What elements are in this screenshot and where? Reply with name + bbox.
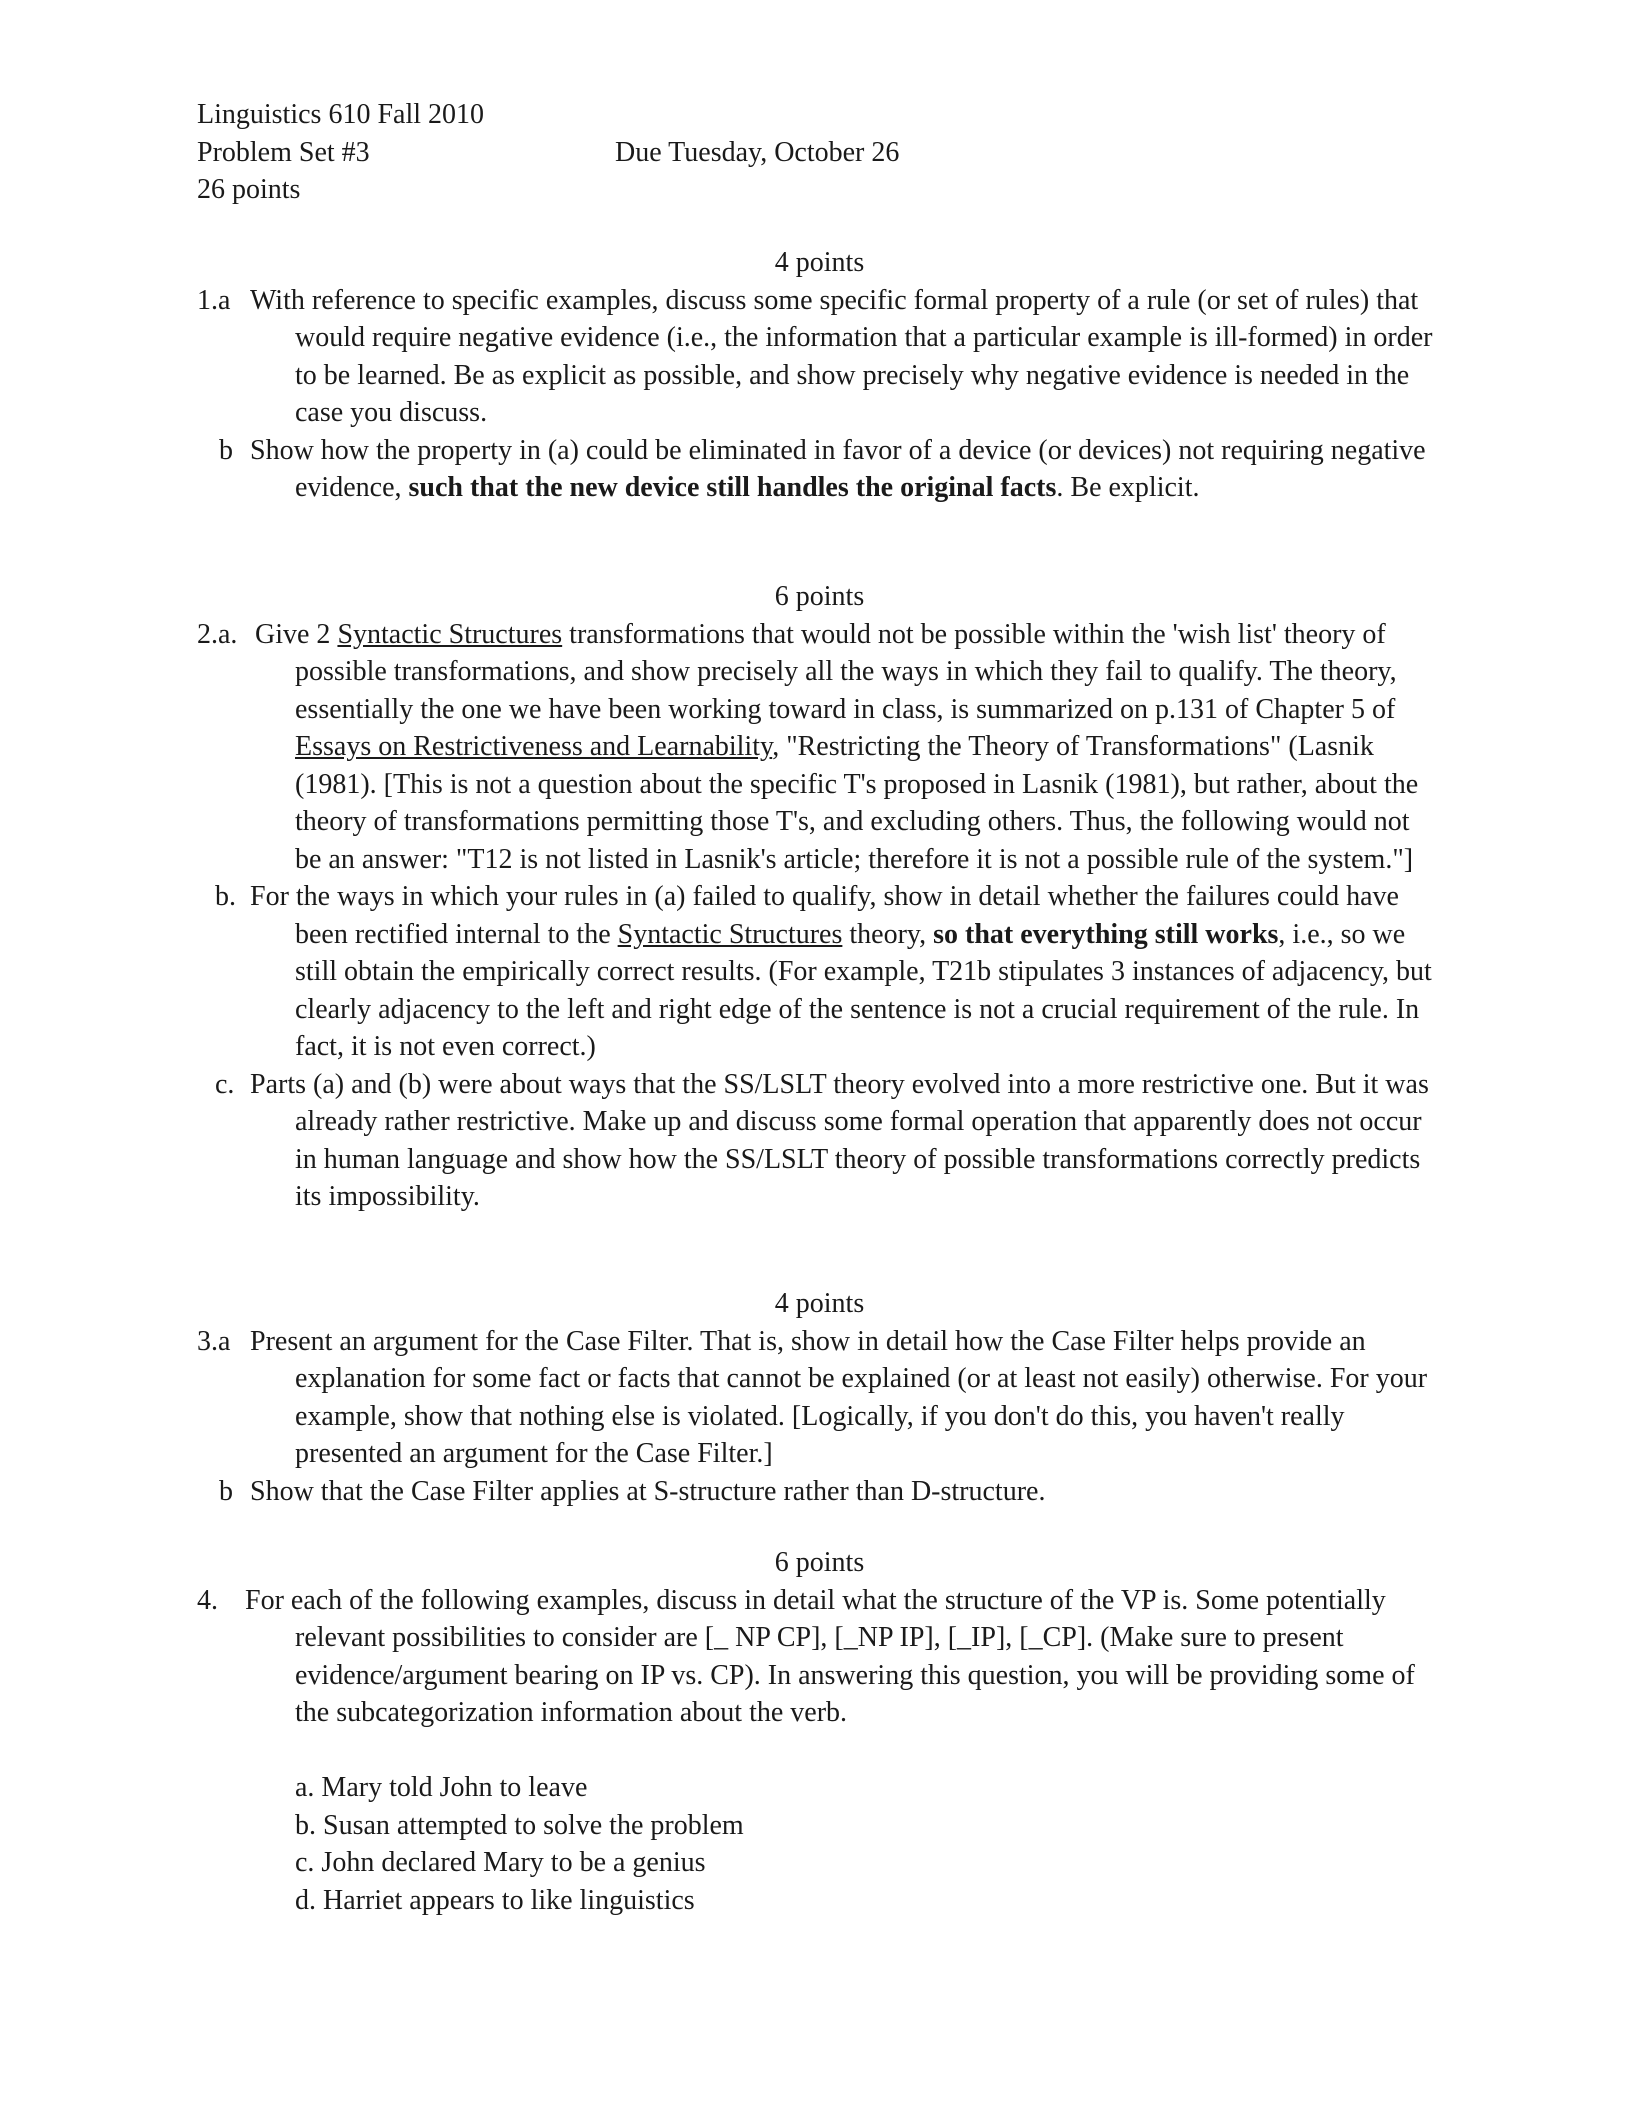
- question-4-text: For each of the following examples, discuss in detail what the structure of the VP is. Some potentially relevant possibilities to consider are [_ NP CP], [_NP IP], [_IP], [_CP]. (Make sure to present evidence/argument bearing on IP vs. CP). In answering this question, you will be providing some of the subcategorization information about the verb.: [245, 1584, 1415, 1728]
- example-sentence: c. John declared Mary to be a genius: [295, 1847, 706, 1878]
- course-title: Linguistics 610 Fall 2010: [197, 99, 484, 130]
- question-3a: [197, 1323, 1442, 1473]
- book-title-essays: Essays on Restrictiveness and Learnability: [295, 731, 773, 762]
- question-1a: [197, 282, 1442, 432]
- question-2b-text-part: theory,: [842, 918, 934, 950]
- question-2a: [197, 616, 1442, 879]
- question-1: [197, 244, 1442, 507]
- question-1b-label: b: [219, 434, 233, 466]
- question-2a-text-part: transformations that would not be possible within the 'wish list' theory of possible transformations, and show precisely all the ways in which they fail to qualify. The theory, essentially the one we have been working toward in class, is summarized on p.131 of Chapter 5 of: [295, 618, 1397, 725]
- question-2-points: 6 points: [774, 581, 865, 612]
- total-points: 26 points: [197, 174, 301, 205]
- example-sentence: b. Susan attempted to solve the problem: [295, 1809, 744, 1841]
- question-1b: [197, 432, 1442, 507]
- question-1a-text: With reference to specific examples, discuss some specific formal property of a rule (or set of rules) that would require negative evidence (i.e., the information that a particular example is ill-formed) in order to be learned. Be as explicit as possible, and show precisely why negative evidence is needed in the case you discuss.: [250, 284, 1433, 428]
- example-sentence: a. Mary told John to leave: [295, 1772, 588, 1803]
- book-title-syntactic-structures: Syntactic Structures: [337, 618, 563, 650]
- question-1b-text-part: Show how the property in (a) could be eliminated in favor of a device (or devices) not requiring negative evidence,: [250, 434, 1426, 503]
- question-1a-label: 1.a: [197, 284, 231, 316]
- question-2b-text-part: , i.e., so we still obtain the empirically correct results. (For example, T21b stipulates 3 instances of adjacency, but clearly adjacency to the left and right edge of the sentence is not a crucial requirement of the rule. In fact, it is not even correct.): [295, 918, 1432, 1062]
- document-header: [197, 96, 1497, 209]
- question-2a-label: 2.a.: [197, 618, 238, 650]
- question-2c: [197, 1066, 1442, 1216]
- question-3-points: 4 points: [774, 1288, 865, 1319]
- due-date: Due Tuesday, October 26: [615, 136, 900, 168]
- question-4-points: 6 points: [774, 1547, 865, 1578]
- question-1b-text: [250, 432, 1442, 507]
- question-2a-text: [255, 616, 1442, 879]
- question-2b-text: [250, 878, 1442, 1066]
- question-2a-text-part: , "Restricting the Theory of Transformations" (Lasnik (1981). [This is not a question about the specific T's proposed in Lasnik (1981), but rather, about the theory of transformations permitting those T's, and excluding others. Thus, the following would not be an answer: "T12 is not listed in Lasnik's article; therefore it is not a possible rule of the system."]: [295, 731, 1419, 875]
- book-title-syntactic-structures: Syntactic Structures: [617, 918, 843, 950]
- question-3a-text: Present an argument for the Case Filter. That is, show in detail how the Case Filter helps provide an explanation for some fact or facts that cannot be explained (or at least not easily) otherwise. For your example, show that nothing else is violated. [Logically, if you don't do this, you haven't really presented an argument for the Case Filter.]: [250, 1325, 1428, 1469]
- problem-set-row: [197, 134, 1497, 172]
- question-2c-label: c.: [215, 1068, 235, 1100]
- question-3b: [197, 1473, 1442, 1511]
- question-4-label: 4.: [197, 1584, 218, 1616]
- question-3b-text: Show that the Case Filter applies at S-structure rather than D-structure.: [250, 1475, 1046, 1507]
- question-2b: [197, 878, 1442, 1066]
- example-sentences: [295, 1769, 744, 1919]
- question-2b-label: b.: [215, 881, 236, 912]
- problem-set-number: Problem Set #3: [197, 136, 370, 168]
- question-1b-text-end: . Be explicit.: [1056, 472, 1200, 503]
- question-3b-label: b: [219, 1475, 233, 1507]
- question-3a-label: 3.a: [197, 1325, 231, 1357]
- example-sentence: d. Harriet appears to like linguistics: [295, 1884, 695, 1916]
- question-1-points: 4 points: [774, 247, 865, 278]
- question-2b-emphasis: so that everything still works: [933, 918, 1279, 950]
- question-2b-text-part: For the ways in which your rules in (a) failed to qualify, show in detail whether the failures could have been rectified internal to the: [250, 881, 1399, 950]
- question-2c-text: Parts (a) and (b) were about ways that the SS/LSLT theory evolved into a more restrictive one. But it was already rather restrictive. Make up and discuss some formal operation that apparently does not occur in human language and show how the SS/LSLT theory of possible transformations correctly predicts its impossibility.: [250, 1068, 1429, 1212]
- question-2: [197, 578, 1442, 1216]
- question-4: [197, 1544, 1442, 1732]
- question-4-body: [197, 1582, 1442, 1732]
- question-1b-emphasis: such that the new device still handles the original facts: [408, 472, 1057, 503]
- question-3: [197, 1285, 1442, 1510]
- question-2a-text-part: Give 2: [255, 618, 338, 650]
